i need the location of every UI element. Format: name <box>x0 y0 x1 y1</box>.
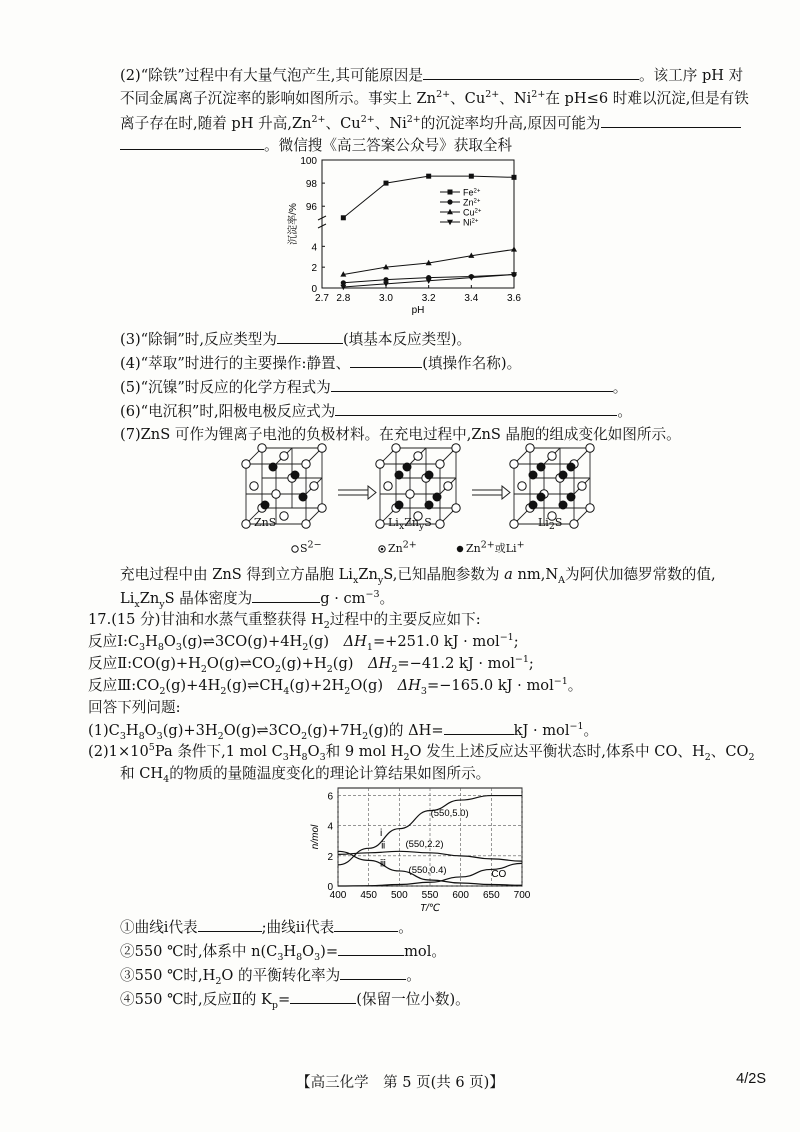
y-tick-label: 98 <box>305 179 317 191</box>
curve-label: CO <box>491 868 507 880</box>
data-point-cu <box>511 246 517 251</box>
sulfide-ion <box>406 490 414 498</box>
x-tick-label: 600 <box>452 890 470 901</box>
cation <box>567 463 575 471</box>
q16-part2-line1: (2)“除铁”过程中有大量气泡产生,其可能原因是 。该工序 pH 对 <box>120 64 743 87</box>
q17-c2: ②550 ℃时,体系中 $n(C_3H_8O_3)=$ mol。 <box>120 940 446 963</box>
x-axis-label: T/℃ <box>419 903 441 914</box>
plot-frame <box>322 160 514 288</box>
series-line-fe <box>343 176 514 218</box>
q17-sub2-line2: 和 $CH_4$的物质的量随温度变化的理论计算结果如图所示。 <box>120 765 491 785</box>
answer-blank[interactable] <box>350 352 422 368</box>
label-lixznys: $Li_xZn_yS$ <box>388 516 432 533</box>
sulfide-ion <box>242 520 250 528</box>
cation <box>261 501 269 509</box>
legend-entry: $Zn^{2+}$ <box>463 197 481 208</box>
cation <box>567 493 575 501</box>
answer-blank[interactable] <box>290 988 356 1004</box>
q17-sub2-line1: $(2)1\times 10^5Pa$ 条件下,1 mol $C_3H_8O_3$和 9 mol $H_2O$ 发生上述反应达平衡状态时,体系中 CO、$H_2$、$CO_2$ <box>88 742 755 763</box>
q16-part3: (3)“除铜”时,反应类型为 (填基本反应类型)。 <box>120 328 471 351</box>
legend-s: $S^{2-}$ <box>300 539 322 555</box>
sulfide-ion <box>250 482 258 490</box>
cation <box>269 463 277 471</box>
curve-label: ⅰ <box>379 828 383 840</box>
sulfide-ion <box>280 512 288 520</box>
q16-part4: (4)“萃取”时进行的主要操作:静置、 (填操作名称)。 <box>120 352 521 375</box>
q16-part2-line4: 。微信搜《高三答案公众号》获取全科 <box>120 134 512 157</box>
x-tick-label: 3.4 <box>464 293 479 304</box>
q17-reaction-1: 反应$Ⅰ:C_3H_8O_3(g)\rightleftharpoons 3CO(g)+4H_2(g)$ $\Delta H_1=+251.0$ kJ · mol$^{-1}$; <box>88 632 519 653</box>
legend-zn-or-li: $Zn^{2+}$或Li+ <box>466 539 525 555</box>
sulfide-ion <box>384 482 392 490</box>
sulfide-ion <box>318 504 326 512</box>
cation <box>433 493 441 501</box>
q17-heading: 17.(15 分)甘油和水蒸气重整获得 $H_2$过程中的主要反应如下: <box>88 611 481 631</box>
point-annotation: (550,0.4) <box>408 865 447 877</box>
q17-c1: ①曲线ⅰ代表 ;曲线ⅱ代表 。 <box>120 916 413 939</box>
legend-marker <box>447 199 452 204</box>
crystal-cell-figure <box>238 440 598 562</box>
page-footer: 【高三化学 第 5 页(共 6 页)】 <box>296 1075 504 1091</box>
cation <box>537 493 545 501</box>
answer-blank[interactable] <box>198 916 262 932</box>
y-tick-label: 2 <box>327 851 333 863</box>
legend-open-circle <box>292 546 298 552</box>
label-zns: ZnS <box>254 516 277 529</box>
y-tick-label: 4 <box>311 242 317 254</box>
legend-entry: $Fe^{2+}$ <box>463 187 481 198</box>
x-tick-label: 650 <box>482 890 500 901</box>
y-tick-label: 6 <box>327 791 333 803</box>
q17-c4: ④550 ℃时,反应Ⅱ的 $K_p=$ (保留一位小数)。 <box>120 988 470 1011</box>
precipitation-rate-chart <box>278 150 538 328</box>
sulfide-ion <box>392 444 400 452</box>
sulfide-ion <box>444 482 452 490</box>
point-annotation: (550,5.0) <box>430 807 469 819</box>
sulfide-ion <box>242 460 250 468</box>
x-axis-label: pH <box>411 305 425 316</box>
label-li2s: $Li_2S$ <box>538 516 563 533</box>
legend-marker <box>448 190 453 195</box>
q16-part2-line2: 不同金属离子沉淀率的影响如图所示。事实上 $Zn^{2+}$、$Cu^{2+}$、$Ni^{2+}$在 pH≤6 时难以沉淀,但是有铁 <box>120 89 749 107</box>
cation <box>529 471 537 479</box>
answer-blank[interactable] <box>334 916 398 932</box>
arrow-head <box>368 486 376 499</box>
q17-c3: ③550 ℃时$,H_2O$ 的平衡转化率为 。 <box>120 964 421 987</box>
data-point-fe <box>512 175 517 180</box>
q17-ask: 回答下列问题: <box>88 699 181 716</box>
x-tick-label: 3.2 <box>421 293 436 304</box>
cation <box>559 501 567 509</box>
y-axis-label: 沉淀率/% <box>288 203 299 245</box>
sulfide-ion <box>302 520 310 528</box>
q16-part7-line2: 充电过程中由 ZnS 得到立方晶胞 $Li_xZn_yS$,已知晶胞参数为 a $nm,N_A$为阿伏加德罗常数的值, <box>120 566 716 586</box>
q17-reaction-3: 反应$Ⅲ:CO_2(g)+4H_2(g)\rightleftharpoons CH_4(g)+2H_2O(g)$ $\Delta H_3=-165.0$ kJ · mol$^{-1}$。 <box>88 676 583 697</box>
y-tick-label: 4 <box>327 821 333 833</box>
q16-part7: (7)ZnS 可作为锂离子电池的负极材料。在充电过程中,ZnS 晶胞的组成变化如图所示。 <box>120 426 681 443</box>
sulfide-ion <box>452 504 460 512</box>
q16-part2-number: (2) <box>120 67 141 84</box>
q16-part7-line3: $Li_xZn_yS$ 晶体密度为 $g \cdot cm^{-3}$。 <box>120 587 394 610</box>
point-annotation: (550,2.2) <box>405 838 444 850</box>
page-code: 4/2S <box>736 1071 766 1087</box>
answer-blank[interactable] <box>252 587 320 603</box>
data-point-fe <box>469 174 474 179</box>
curve-label: ⅲ <box>379 858 387 870</box>
q16-part6: (6)“电沉积”时,阳极电极反应式为 。 <box>120 400 632 423</box>
data-point-zn <box>383 277 388 282</box>
sulfide-ion <box>436 520 444 528</box>
sulfide-ion <box>586 504 594 512</box>
legend-dot <box>381 548 384 551</box>
sulfide-ion <box>452 444 460 452</box>
curve-label: ⅱ <box>380 840 386 852</box>
cation <box>425 501 433 509</box>
cation <box>291 471 299 479</box>
x-tick-label: 3.6 <box>507 293 521 304</box>
y-tick-label: 0 <box>311 284 317 295</box>
sulfide-ion <box>526 444 534 452</box>
q16-part2-line3: 离子存在时,随着 pH 升高$,Zn^{2+}$、$Cu^{2+}$、$Ni^{2+}$的沉淀率均升高,原因可能为 <box>120 112 741 135</box>
cation <box>395 471 403 479</box>
y-tick-label: 100 <box>300 156 317 167</box>
y-tick-label: 96 <box>305 202 317 214</box>
sulfide-ion <box>510 520 518 528</box>
x-tick-label: 500 <box>390 890 408 901</box>
data-point-fe <box>426 174 431 179</box>
sulfide-ion <box>310 482 318 490</box>
sulfide-ion <box>586 444 594 452</box>
x-tick-label: 700 <box>513 890 531 901</box>
legend-zn: $Zn^{2+}$ <box>388 539 417 555</box>
y-tick-label: 0 <box>327 882 333 893</box>
data-point-zn <box>341 280 346 285</box>
sulfide-ion <box>272 490 280 498</box>
data-point-fe <box>341 215 346 220</box>
sulfide-ion <box>510 460 518 468</box>
data-point-fe <box>384 181 389 186</box>
sulfide-ion <box>436 460 444 468</box>
sulfide-ion <box>518 482 526 490</box>
answer-blank[interactable] <box>120 134 264 150</box>
cation <box>425 471 433 479</box>
sulfide-ion <box>318 444 326 452</box>
legend-entry: $Cu^{2+}$ <box>463 207 482 218</box>
cation <box>529 501 537 509</box>
x-tick-label: 2.8 <box>336 293 351 304</box>
answer-blank[interactable] <box>601 112 741 128</box>
sulfide-ion <box>302 460 310 468</box>
x-tick-label: 450 <box>360 890 378 901</box>
answer-blank[interactable] <box>331 376 613 392</box>
sulfide-ion <box>578 482 586 490</box>
cation <box>403 463 411 471</box>
sulfide-ion <box>414 452 422 460</box>
cation <box>299 493 307 501</box>
x-tick-label: 550 <box>421 890 439 901</box>
y-tick-label: 2 <box>311 263 317 275</box>
sulfide-ion <box>376 460 384 468</box>
answer-blank[interactable] <box>444 719 514 735</box>
equilibrium-amount-chart <box>308 782 534 914</box>
y-axis-label: n/mol <box>310 824 321 850</box>
arrow-head <box>502 486 510 499</box>
answer-blank[interactable] <box>338 940 404 956</box>
sulfide-ion <box>376 520 384 528</box>
sulfide-ion <box>570 520 578 528</box>
answer-blank[interactable] <box>423 64 639 80</box>
cation <box>395 501 403 509</box>
legend-entry: $Ni^{2+}$ <box>463 217 479 228</box>
data-point-ni <box>340 285 346 290</box>
q17-reaction-2: 反应$Ⅱ:CO(g)+H_2O(g)\rightleftharpoons CO_2(g)+H_2(g)$ $\Delta H_2=-41.2$ kJ · mol$^{-1}$; <box>88 654 534 675</box>
answer-blank[interactable] <box>277 328 343 344</box>
sulfide-ion <box>548 452 556 460</box>
q17-sub1: $(1)C_3H_8O_3(g)+3H_2O(g)\rightleftharpoons 3CO_2(g)+7H_2(g)$的 ΔH= kJ · mol$^{-1}$。 <box>88 719 598 742</box>
sulfide-ion <box>258 444 266 452</box>
answer-blank[interactable] <box>340 964 406 980</box>
answer-blank[interactable] <box>335 400 617 416</box>
legend-filled-circle <box>457 546 463 552</box>
cation <box>537 463 545 471</box>
q16-part5: (5)“沉镍”时反应的化学方程式为 。 <box>120 376 627 399</box>
cation <box>559 471 567 479</box>
sulfide-ion <box>280 452 288 460</box>
x-tick-label: 400 <box>329 890 347 901</box>
x-tick-label: 3.0 <box>379 293 393 304</box>
x-tick-label: 2.7 <box>315 293 329 304</box>
